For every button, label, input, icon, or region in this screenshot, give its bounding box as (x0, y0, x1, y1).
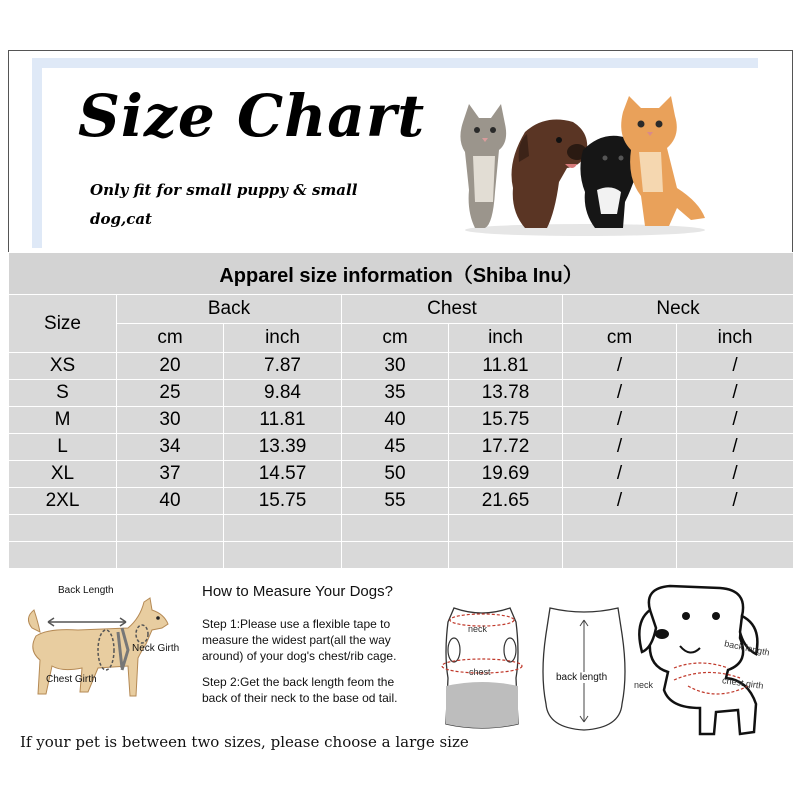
table-row (9, 407, 794, 434)
table-cell: / (677, 380, 794, 407)
table-cell: 2XL (9, 488, 117, 515)
table-cell: 11.81 (449, 353, 563, 380)
page-title: Size Chart (78, 82, 426, 150)
garment-neck-label: neck (468, 624, 488, 634)
table-cell: / (563, 407, 677, 434)
table-cell: / (677, 434, 794, 461)
table-cell: / (563, 353, 677, 380)
table-cell: M (9, 407, 117, 434)
chest-group-header: Chest (342, 295, 563, 324)
table-caption: Apparel size information（Shiba Inu） (9, 253, 794, 295)
unit-header: cm (117, 324, 224, 353)
table-cell: 35 (342, 380, 449, 407)
table-cell: 55 (342, 488, 449, 515)
kitten-orange-icon (621, 96, 705, 226)
table-cell: / (563, 461, 677, 488)
table-cell: XL (9, 461, 117, 488)
size-advice-note: If your pet is between two sizes, please choose a large size (20, 733, 469, 751)
size-header: Size (9, 295, 117, 353)
puppy-brown-icon (512, 120, 588, 228)
measure-step-2: Step 2:Get the back length feom the back of their neck to the base od tail. (202, 675, 398, 705)
puppy-back-length-label: back length (723, 638, 771, 658)
table-cell: 34 (117, 434, 224, 461)
dog-chest-girth-label: Chest Girth (46, 674, 97, 685)
unit-header: cm (563, 324, 677, 353)
table-cell: 14.57 (224, 461, 342, 488)
unit-header: inch (449, 324, 563, 353)
garment-chest-label: chest (469, 667, 491, 677)
table-cell: 17.72 (449, 434, 563, 461)
table-cell: 30 (117, 407, 224, 434)
kitten-gray-icon (460, 104, 506, 228)
table-cell: 19.69 (449, 461, 563, 488)
dog-neck-girth-label: Neck Girth (132, 643, 180, 654)
back-group-header: Back (117, 295, 342, 324)
table-cell: XS (9, 353, 117, 380)
garment-back-illustration (540, 604, 628, 732)
table-cell: S (9, 380, 117, 407)
table-row (9, 488, 794, 515)
table-cell: / (677, 353, 794, 380)
table-cell: 11.81 (224, 407, 342, 434)
table-cell: 30 (342, 353, 449, 380)
table-cell: 7.87 (224, 353, 342, 380)
table-cell: 15.75 (224, 488, 342, 515)
table-cell: 25 (117, 380, 224, 407)
measure-step-1: Step 1:Please use a flexible tape to measure the widest part(all the way around) of your dog's chest/rib cage. (202, 617, 397, 663)
table-cell: / (677, 488, 794, 515)
table-cell: / (563, 434, 677, 461)
unit-header: inch (677, 324, 794, 353)
table-row-empty (9, 515, 794, 542)
table-row (9, 434, 794, 461)
measure-title: How to Measure Your Dogs? (202, 583, 393, 600)
table-cell: 40 (117, 488, 224, 515)
dog-back-length-label: Back Length (58, 585, 114, 596)
subtitle: Only fit for small puppy & small dog,cat (90, 181, 358, 228)
table-cell: / (563, 488, 677, 515)
table-cell: 21.65 (449, 488, 563, 515)
table-cell: 50 (342, 461, 449, 488)
puppy-chest-girth-label: chest girth (721, 675, 765, 691)
table-cell: / (677, 407, 794, 434)
size-table (8, 252, 794, 569)
unit-header: cm (342, 324, 449, 353)
table-cell: / (563, 380, 677, 407)
puppy-black-icon (580, 136, 637, 228)
puppy-cartoon-illustration (630, 582, 780, 742)
table-cell: 15.75 (449, 407, 563, 434)
table-cell: 37 (117, 461, 224, 488)
table-row-empty (9, 542, 794, 569)
table-row (9, 380, 794, 407)
table-cell: / (677, 461, 794, 488)
table-cell: 13.78 (449, 380, 563, 407)
table-cell: 20 (117, 353, 224, 380)
garment-back-length-label: back length (556, 672, 608, 683)
table-row (9, 353, 794, 380)
table-cell: L (9, 434, 117, 461)
table-cell: 13.39 (224, 434, 342, 461)
table-cell: 45 (342, 434, 449, 461)
table-cell: 40 (342, 407, 449, 434)
neck-group-header: Neck (563, 295, 794, 324)
unit-header: inch (224, 324, 342, 353)
puppy-neck-label: neck (634, 680, 654, 690)
table-cell: 9.84 (224, 380, 342, 407)
table-row (9, 461, 794, 488)
pets-image (455, 92, 715, 237)
